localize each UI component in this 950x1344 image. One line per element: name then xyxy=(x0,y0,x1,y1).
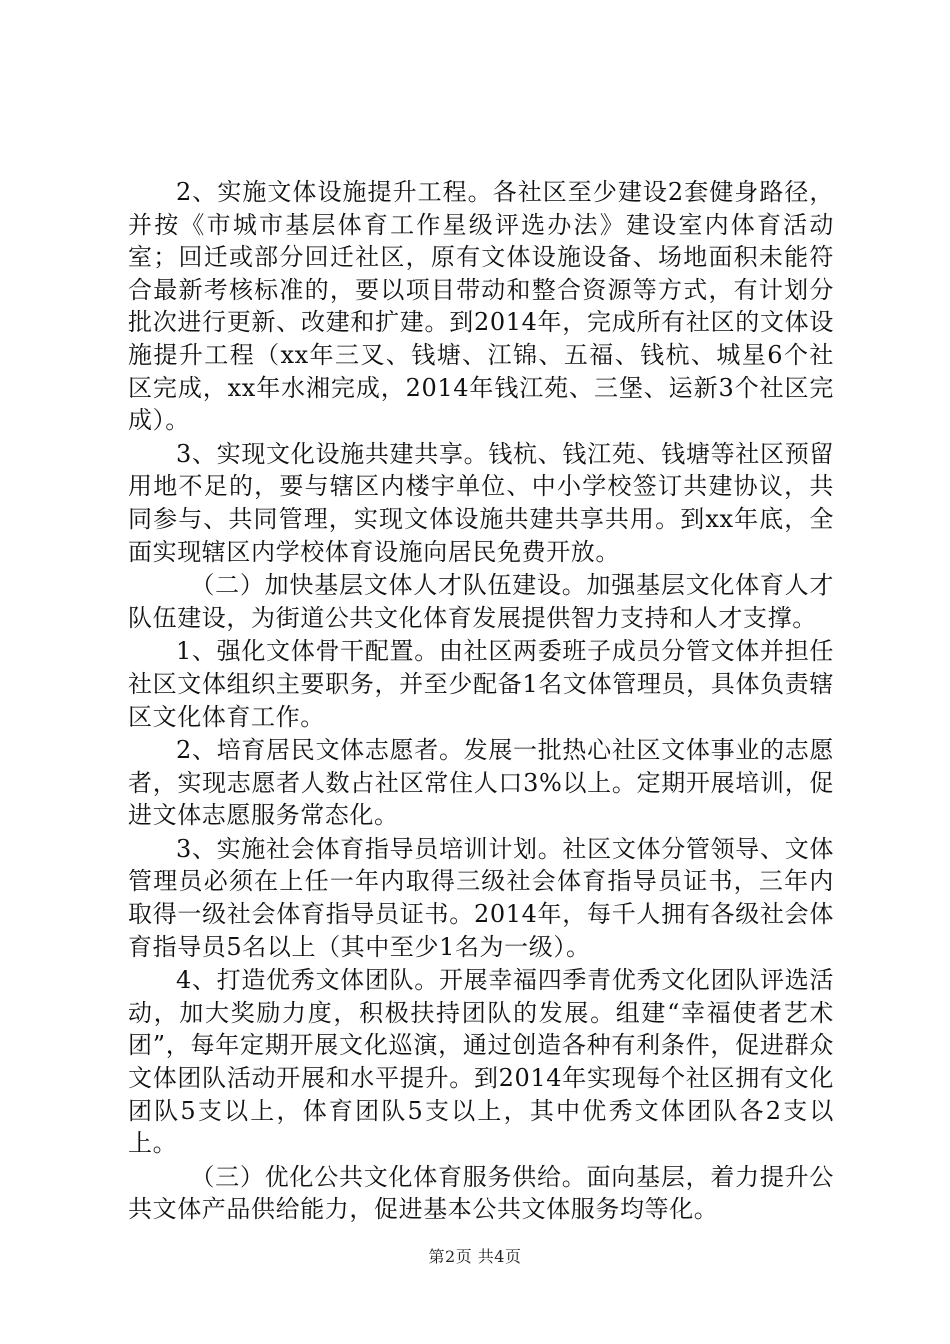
paragraph-facility-sharing: 3、实现文化设施共建共享。钱杭、钱江苑、钱塘等社区预留用地不足的，要与辖区内楼宇单位、中小学校签订共建协议，共同参与、共同管理，实现文体设施共建共享共用。到xx年底，全面实现辖区内学校体育设施向居民免费开放。 xyxy=(128,439,834,566)
document-body xyxy=(128,176,834,1227)
paragraph-facility-upgrade: 2、实施文体设施提升工程。各社区至少建设2套健身路径，并按《市城市基层体育工作星级评选办法》建设室内体育活动室；回迁或部分回迁社区，原有文体设施设备、场地面积未能符合最新考核标准的，要以项目带动和整合资源等方式，有计划分批次进行更新、改建和扩建。到2014年，完成所有社区的文体设施提升工程（xx年三叉、钱塘、江锦、五福、钱杭、城星6个社区完成，xx年水湘完成，2014年钱江苑、三堡、运新3个社区完成）。 xyxy=(128,178,834,435)
paragraph-staff-allocation: 1、强化文体骨干配置。由社区两委班子成员分管文体并担任社区文体组织主要职务，并至少配备1名文体管理员，具体负责辖区文化体育工作。 xyxy=(128,637,834,731)
paragraph-instructor-training: 3、实施社会体育指导员培训计划。社区文体分管领导、文体管理员必须在上任一年内取得三级社会体育指导员证书，三年内取得一级社会体育指导员证书。2014年，每千人拥有各级社会体育指导员5名以上（其中至少1名为一级）。 xyxy=(128,834,834,961)
section-heading-talent-team: （二）加快基层文体人才队伍建设。加强基层文化体育人才队伍建设，为街道公共文化体育发展提供智力支持和人才支撑。 xyxy=(128,571,834,632)
paragraph-excellent-teams: 4、打造优秀文体团队。开展幸福四季青优秀文化团队评选活动，加大奖励力度，积极扶持团队的发展。组建“幸福使者艺术团”，每年定期开展文化巡演，通过创造各种有利条件，促进群众文体团队活动开展和水平提升。到2014年实现每个社区拥有文化团队5支以上，体育团队5支以上，其中优秀文体团队各2支以上。 xyxy=(128,966,834,1158)
paragraph-volunteers: 2、培育居民文体志愿者。发展一批热心社区文体事业的志愿者，实现志愿者人数占社区常住人口3%以上。定期开展培训，促进文体志愿服务常态化。 xyxy=(128,736,834,830)
page-footer: 第2页 共4页 xyxy=(428,1247,522,1266)
section-heading-service-supply: （三）优化公共文化体育服务供给。面向基层，着力提升公共文体产品供给能力，促进基本公共文体服务均等化。 xyxy=(128,1162,834,1224)
